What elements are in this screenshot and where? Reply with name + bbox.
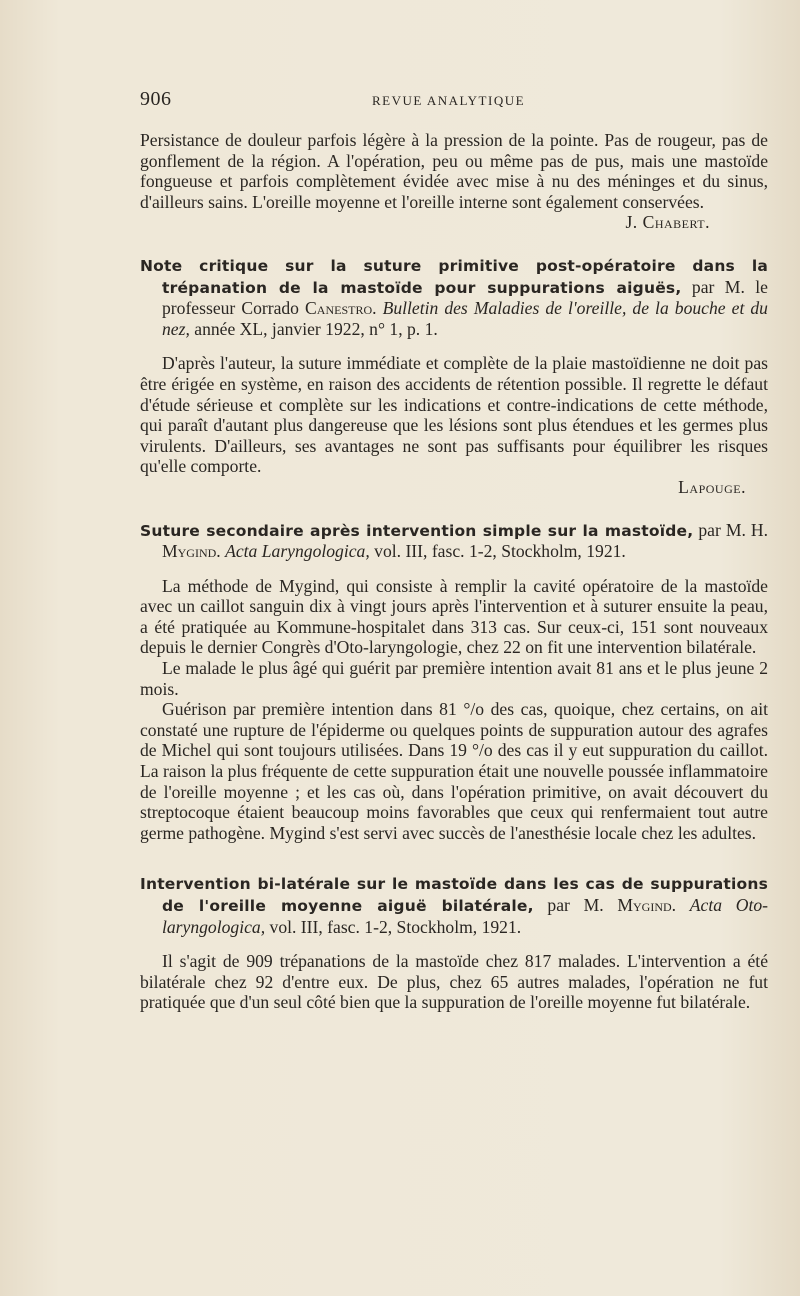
intro-paragraph: Persistance de douleur parfois légère à la pression de la pointe. Pas de rougeur, pas de gonflement de la région. A l'opération, peu ou même pas de pus, mais une mastoïde fongueuse et parfois complètement évidée avec mise à nu des méninges et du sinus, d'ailleurs sains. L'oreille moyenne et l'oreille interne sont également conservées. xyxy=(140,130,768,212)
article-1-author-name: Canestro xyxy=(305,298,373,319)
article-3-title: Intervention bi-latérale sur le mastoïde dans les cas de suppurations de l'oreille moyenne aiguë bilatérale, xyxy=(140,875,768,915)
article-3-journal: Acta Oto-laryngologica, xyxy=(162,895,769,937)
page-content xyxy=(140,130,768,1013)
article-3-citation: vol. III, fasc. 1-2, Stockholm, 1921. xyxy=(269,916,522,937)
article-1-author-prefix: par M. le professeur Corrado xyxy=(162,276,768,319)
article-1-journal: Bulletin des Maladies de l'oreille, de la bouche et du nez, xyxy=(162,298,768,339)
intro-signature: J. Chabert. xyxy=(625,212,710,233)
article-1-signature: Lapouge. xyxy=(678,476,746,497)
article-1-title: Note critique sur la suture primitive post-opératoire dans la trépanation de la mastoïde pour suppurations aiguës, xyxy=(140,256,768,297)
article-3-heading xyxy=(140,873,768,937)
article-3-author-name: Mygind. xyxy=(617,895,677,915)
article-2-paragraph-1: La méthode de Mygind, qui consiste à remplir la cavité opératoire de la mastoïde avec un caillot sanguin dix à vingt jours après l'intervention et à suturer ensuite la peau, a été pratiquée au Kommune-hospitalet dans 313 cas. Sur ceux-ci, 151 sont nouveaux depuis le dernier Congrès d'Oto-laryngologie, chez 22 on fit une intervention bilatérale. xyxy=(140,575,768,658)
article-2-title: Suture secondaire après intervention simple sur la mastoïde, xyxy=(140,521,694,540)
running-title: REVUE ANALYTIQUE xyxy=(372,93,526,108)
article-1-body: D'après l'auteur, la suture immédiate et complète de la plaie mastoïdienne ne doit pas être érigée en système, en raison des accidents de rétention possible. Il regrette le défaut d'étude sérieuse et complète sur les indications et contre-indications de cette méthode, qui paraît d'autant plus dangereuse que les lésions sont plus étendues et les germes plus virulents. D'ailleurs, ses avantages ne sont pas suffisants pour équilibrer les risques qu'elle comporte. xyxy=(140,353,768,477)
page-header xyxy=(140,88,768,114)
article-2-author-prefix: par M. H. xyxy=(698,519,768,540)
article-1-heading: Note critique sur la suture primitive post-opératoire dans la trépanation de la mastoïde pour suppurations aiguës, par M. le professeur Corrado Canestro. Bulletin des Maladies de l'oreille, de la bouche et du nez, année XL, janvier 1922, n° 1, p. 1. xyxy=(140,256,768,339)
article-3-body: Il s'agit de 909 trépanations de la mastoïde chez 817 malades. L'intervention a été bilatérale chez 92 d'entre eux. De plus, chez 65 autres malades, l'opération ne fut pratiquée que d'un seul côté bien que la suppuration de l'oreille moyenne fut bilatérale. xyxy=(140,951,768,1013)
article-2-paragraph-3: Guérison par première intention dans 81 °/o des cas, quoique, chez certains, on ait constaté une rupture de l'épiderme ou quelques points de suppuration autour des agrafes de Michel qui sont toujours utilisées. Dans 19 °/o des cas il y eut suppuration du caillot. La raison la plus fréquente de cette suppuration était une nouvelle poussée inflammatoire de l'oreille moyenne ; et les cas où, dans l'opération primitive, on avait découvert du streptocoque étaient beaucoup moins favorables que ceux qui renfermaient tout autre germe pathogène. Mygind s'est servi avec succès de l'anesthésie locale chez les adultes. xyxy=(140,699,768,843)
article-3-author-prefix: par M. xyxy=(547,895,604,915)
article-1-citation: année XL, janvier 1922, n° 1, p. 1. xyxy=(194,318,438,339)
article-2-author-name: Mygind. xyxy=(162,541,221,562)
article-2-journal: Acta Laryngologica, xyxy=(225,541,370,562)
article-2-paragraph-2: Le malade le plus âgé qui guérit par première intention avait 81 ans et le plus jeune 2 mois. xyxy=(140,658,768,699)
article-2-citation: vol. III, fasc. 1-2, Stockholm, 1921. xyxy=(374,541,626,562)
page-number: 906 xyxy=(140,88,172,110)
article-2-heading xyxy=(140,520,768,562)
